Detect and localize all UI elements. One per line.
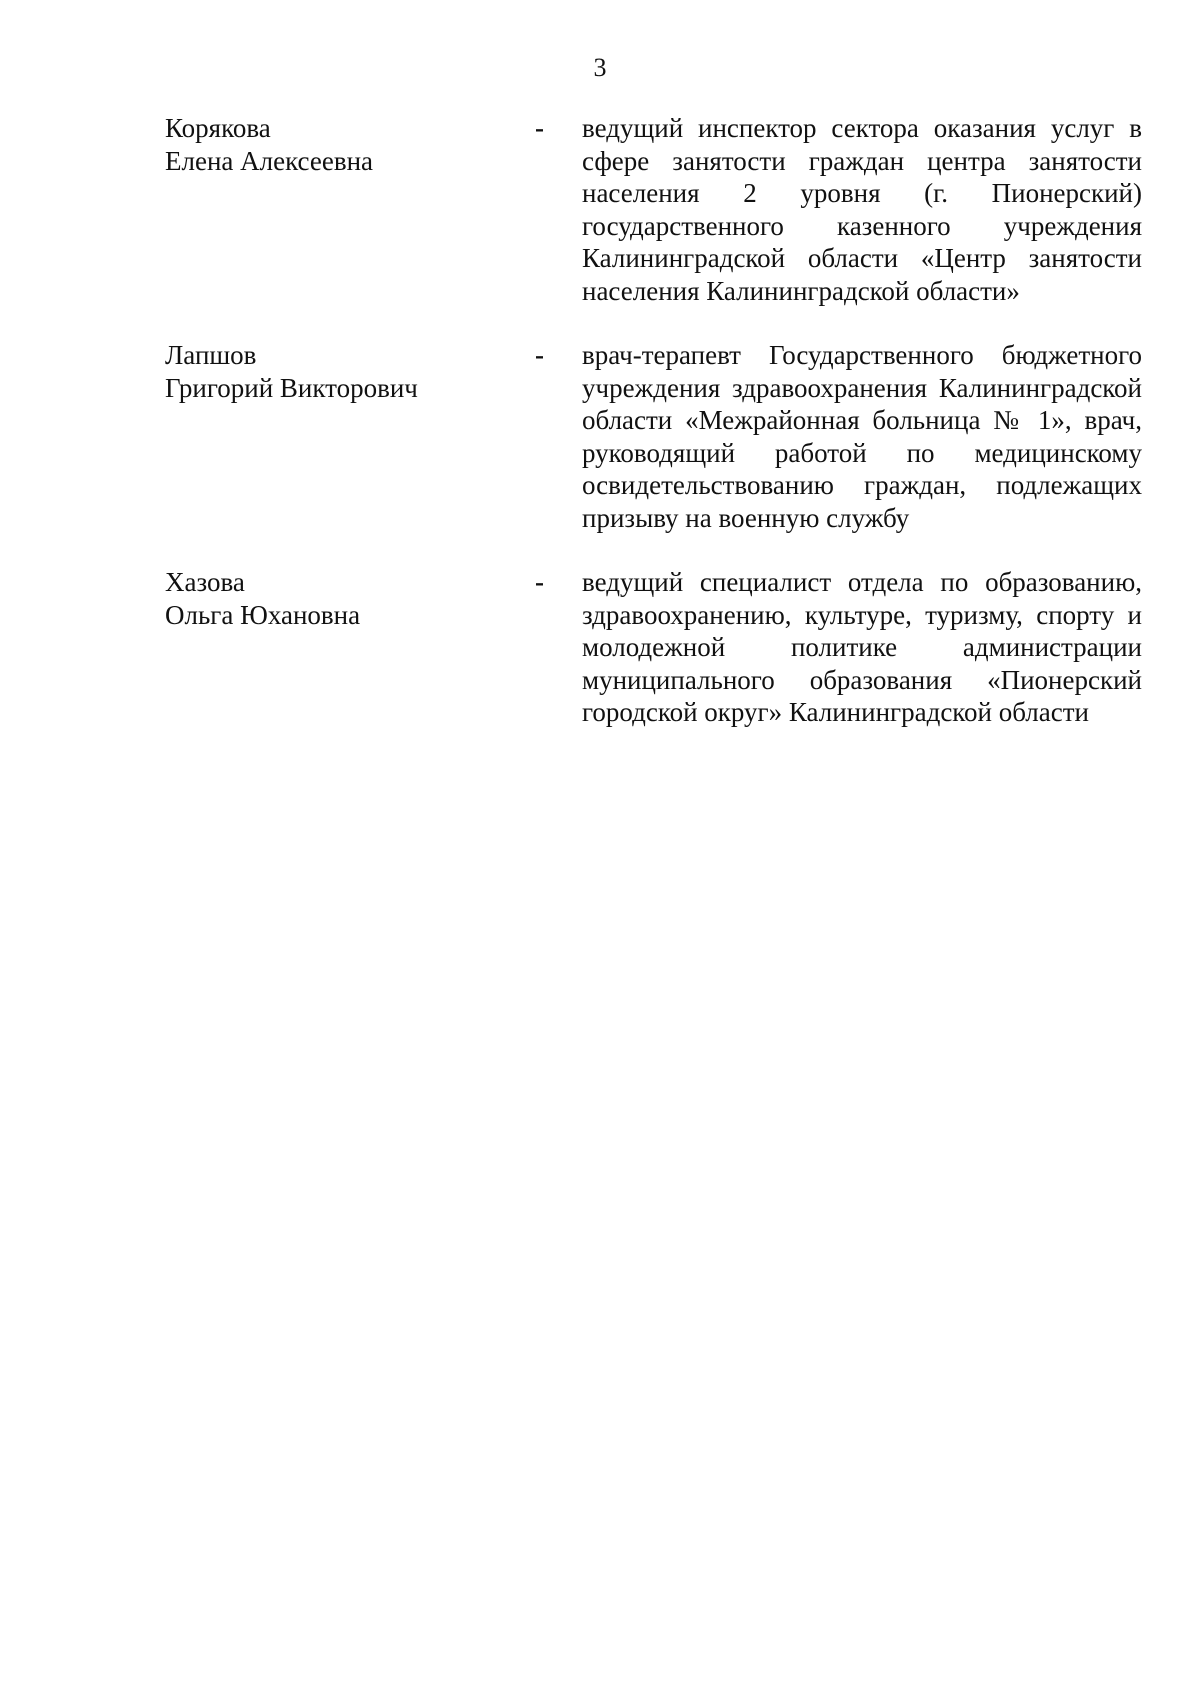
member-list: [165, 112, 1145, 729]
member-position: ведущий инспектор сектора оказания услуг в сфере занятости граждан центра занятости населения 2 уровня (г. Пионерский) государственного казенного учреждения Калининградской области «Центр занятости населения Калининградской области»: [582, 113, 1142, 306]
member-position: ведущий специалист отдела по образованию, здравоохранению, культуре, туризму, спорту и молодежной политике администрации муниципального образования «Пионерский городской округ» Калининградской области: [582, 567, 1142, 727]
member-first-names: Ольга Юхановна: [165, 599, 361, 630]
member-name: [165, 112, 535, 177]
list-item: [165, 339, 1145, 534]
dash-separator: -: [535, 340, 544, 370]
member-name: [165, 566, 535, 631]
member-position: врач-терапевт Государственного бюджетного учреждения здравоохранения Калининградской области «Межрайонная больница № 1», врач, руководящий работой по медицинскому освидетельствованию граждан, подлежащих призыву на военную службу: [582, 340, 1142, 533]
list-item: [165, 112, 1145, 307]
member-name: [165, 339, 535, 404]
member-first-names: Елена Алексеевна: [165, 145, 373, 176]
member-last-name: Лапшов: [165, 340, 257, 370]
member-last-name: Корякова: [165, 113, 271, 143]
dash-separator: -: [535, 567, 544, 597]
member-last-name: Хазова: [165, 567, 245, 597]
member-first-names: Григорий Викторович: [165, 372, 418, 403]
list-item: [165, 566, 1145, 729]
dash-separator: -: [535, 113, 544, 143]
page-number: 3: [593, 53, 607, 82]
